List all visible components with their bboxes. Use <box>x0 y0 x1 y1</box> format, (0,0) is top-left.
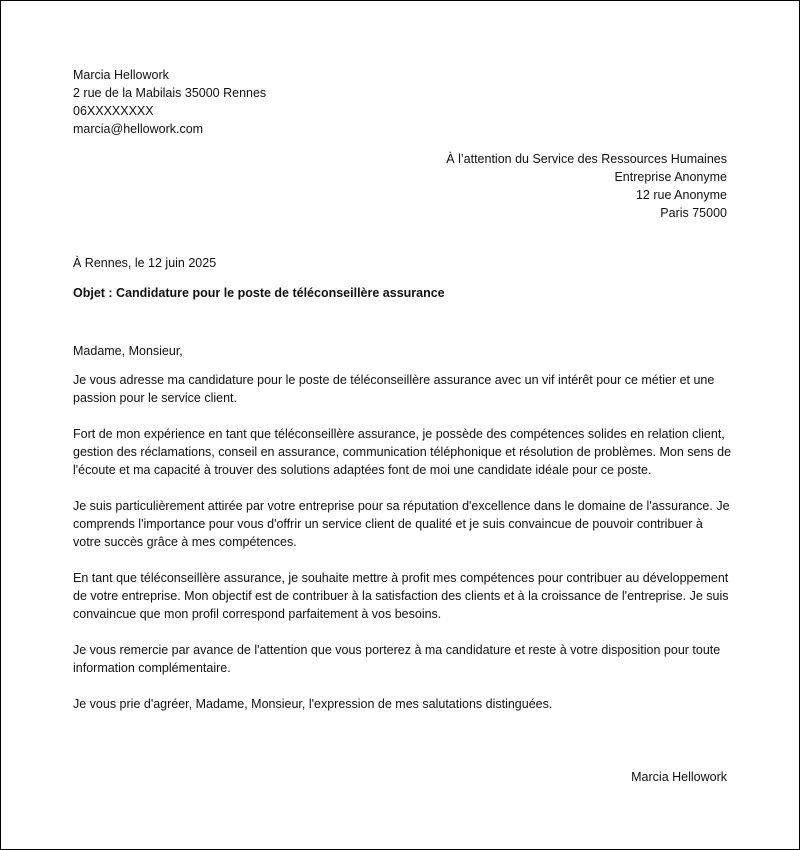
salutation: Madame, Monsieur, <box>73 344 183 358</box>
paragraph-closing: Je vous prie d'agréer, Madame, Monsieur, l'expression de mes salutations distinguées. <box>73 697 553 711</box>
recipient-company: Entreprise Anonyme <box>614 170 727 184</box>
sender-name: Marcia Hellowork <box>73 68 169 82</box>
subject-line: Objet : Candidature pour le poste de téléconseillère assurance <box>73 286 445 300</box>
paragraph-experience: Fort de mon expérience en tant que téléconseillère assurance, je possède des compétences solides en relation client, gestion des réclamations, conseil en assurance, communication téléphonique et résolution de problèmes. Mon sens de l'écoute et ma capacité à trouver des solutions adaptées font de moi une candidate idéale pour ce poste. <box>73 427 732 477</box>
recipient-city: Paris 75000 <box>660 206 727 220</box>
paragraph-motivation: Je suis particulièrement attirée par votre entreprise pour sa réputation d'excellence dans le domaine de l'assurance. Je comprends l'importance pour vous d'offrir un service client de qualité et je suis convaincue de pouvoir contribuer à votre succès grâce à mes compétences. <box>73 499 730 549</box>
date-line: À Rennes, le 12 juin 2025 <box>73 256 217 270</box>
sender-block <box>73 66 266 138</box>
letter-body <box>73 342 733 731</box>
signature: Marcia Hellowork <box>631 770 727 784</box>
paragraph-objective: En tant que téléconseillère assurance, je souhaite mettre à profit mes compétences pour contribuer au développement de votre entreprise. Mon objectif est de contribuer à la satisfaction des clients et à la croissance de l'entreprise. Je suis convaincue que mon profil correspond parfaitement à vos besoins. <box>73 571 729 621</box>
sender-email: marcia@hellowork.com <box>73 122 204 136</box>
sender-address: 2 rue de la Mabilais 35000 Rennes <box>73 86 267 100</box>
recipient-block <box>446 150 727 222</box>
paragraph-thanks: Je vous remercie par avance de l'attention que vous porterez à ma candidature et reste à votre disposition pour toute information complémentaire. <box>73 643 721 675</box>
paragraph-intro: Je vous adresse ma candidature pour le poste de téléconseillère assurance avec un vif intérêt pour ce métier et une passion pour le service client. <box>73 373 715 405</box>
recipient-attention: À l’attention du Service des Ressources Humaines <box>446 152 727 166</box>
recipient-street: 12 rue Anonyme <box>635 188 727 202</box>
sender-phone: 06XXXXXXXX <box>73 104 154 118</box>
